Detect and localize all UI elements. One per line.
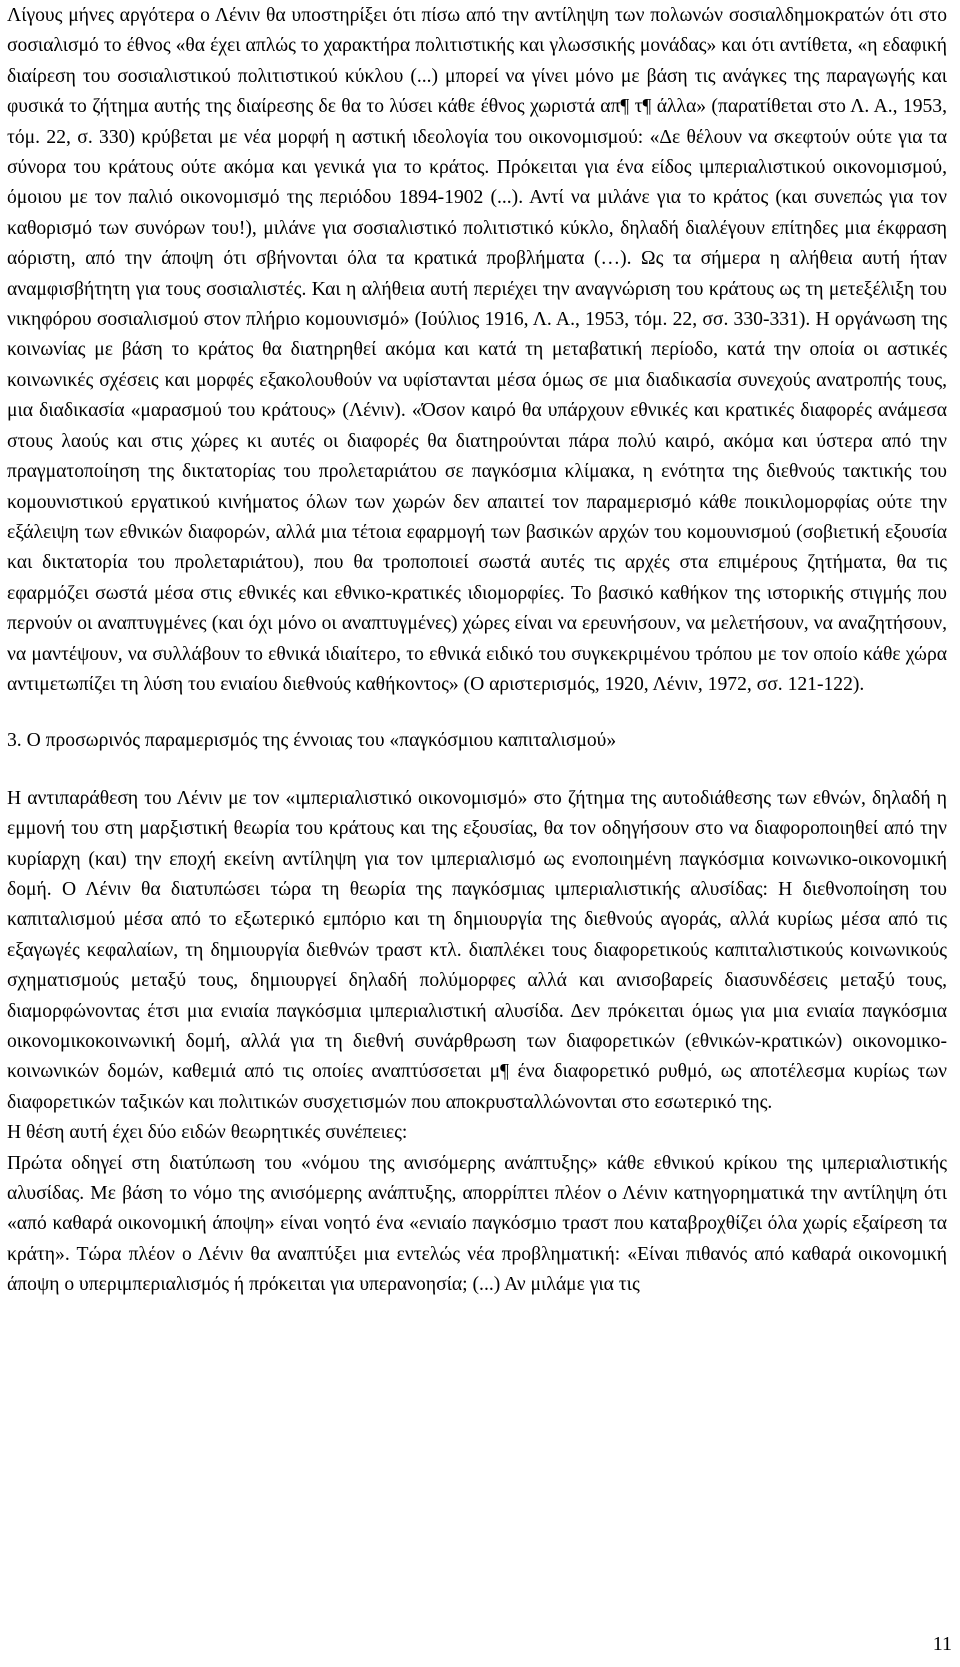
page-number: 11 [932,1633,952,1655]
body-paragraph-lenin-state: Λίγους μήνες αργότερα ο Λένιν θα υποστηρίξει ότι πίσω από την αντίληψη των πολωνών σοσιαλδημοκρατών ότι στο σοσιαλισμό το έθνος «θα έχει απλώς το χαρακτήρα πολιτιστικής και γλωσσικής μονάδας» και ότι αντίθετα, «η εδαφική διαίρεση του σοσιαλιστικού πολιτιστικού κύκλου (...) μπορεί να γίνει μόνο με βάση τις ανάγκες της παραγωγής και φυσικά το ζήτημα αυτής της διαίρεσης δε θα το λύσει κάθε έθνος χωριστά απ¶ τ¶ άλλα» (παρατίθεται στο Λ. Α., 1953, τόμ. 22, σ. 330) κρύβεται με νέα μορφή η αστική ιδεολογία του οικονομισμού: «Δε θέλουν να σκεφτούν ούτε για τα σύνορα του κράτους ούτε ακόμα και γενικά για το κράτος. Πρόκειται για ένα είδος ιμπεριαλιστικού οικονομισμού, όμοιου με τον παλιό οικονομισμό της περιόδου 1894-1902 (...). Αντί να μιλάνε για το κράτος (και συνεπώς για τον καθορισμό των συνόρων του!), μιλάνε για σοσιαλιστικό πολιτιστικό κύκλο, δηλαδή διαλέγουν επίτηδες μια έκφραση αόριστη, από την άποψη ότι σβήνονται όλα τα κρατικά προβλήματα (…). Ως τα σήμερα η αλήθεια αυτή ήταν αναμφισβήτητη για τους σοσιαλιστές. Και η αλήθεια αυτή περιέχει την αναγνώριση του κράτους ως τη μετεξέλιξη του νικηφόρου σοσιαλισμού στον πλήριο κομουνισμό» (Ιούλιος 1916, Λ. Α., 1953, τόμ. 22, σσ. 330-331). Η οργάνωση της κοινωνίας με βάση το κράτος θα διατηρηθεί ακόμα και κατά τη μεταβατική περίοδο, κατά την οποία οι αστικές κοινωνικές σχέσεις και μορφές εξακολουθούν να υφίστανται μέσα όμως σε μια διαδικασία συνεχούς ανατροπής τους, μια διαδικασία «μαρασμού του κράτους» (Λένιν). «Όσον καιρό θα υπάρχουν εθνικές και κρατικές διαφορές ανάμεσα στους λαούς και στις χώρες κι αυτές οι διαφορές θα διατηρούνται πάρα πολύ καιρό, ακόμα και ύστερα από την πραγματοποίηση της δικτατορίας του προλεταριάτου σε παγκόσμια κλίμακα, η ενότητα της διεθνούς τακτικής του κομουνιστικού εργατικού κινήματος όλων των χωρών δεν απαιτεί τον παραμερισμό κάθε ποικιλομορφίας ούτε την εξάλειψη των εθνικών διαφορών, αλλά μια τέτοια εφαρμογή των βασικών αρχών του κομουνισμού (σοβιετική εξουσία και δικτατορία του προλεταριάτου), που θα τροποποιεί σωστά αυτές τις αρχές στα επιμέρους ζητήματα, θα τις εφαρμόζει σωστά μέσα στις εθνικές και εθνικο-κρατικές ιδιομορφίες. Το βασικό καθήκον της ιστορικής στιγμής που περνούν οι αναπτυγμένες (και όχι μόνο οι αναπτυγμένες) χώρες είναι να ερευνήσουν, να μελετήσουν, να αναζητήσουν, να μαντέψουν, να συλλάβουν το εθνικά ιδιαίτερο, το εθνικά ειδικό του συγκεκριμένου τρόπου με τον οποίο κάθε χώρα αντιμετωπίζει τη λύση του ενιαίου διεθνούς καθήκοντος» (Ο αριστερισμός, 1920, Λένιν, 1972, σσ. 121-122). [7,5,947,695]
body-paragraph-imperialist-chain: Η αντιπαράθεση του Λένιν με τον «ιμπεριαλιστικό οικονομισμό» στο ζήτημα της αυτοδιάθεσης των εθνών, δηλαδή η εμμονή του στη μαρξιστική θεωρία του κράτους και της εξουσίας, θα τον οδηγήσουν στο να διαφοροποιηθεί από την κυρίαρχη (και) την εποχή εκείνη αντίληψη για τον ιμπεριαλισμό ως ενοποιημένη παγκόσμια κοινωνικο-οικονομική δομή. Ο Λένιν θα διατυπώσει τώρα τη θεωρία της παγκόσμιας ιμπεριαλιστικής αλυσίδας: Η διεθνοποίηση του καπιταλισμού μέσα από το εξωτερικό εμπόριο και τη δημιουργία της διεθνούς αγοράς, αλλά κυρίως μέσα από τις εξαγωγές κεφαλαίων, τη δημιουργία διεθνών τραστ κτλ. διαπλέκει τους διαφορετικούς καπιταλιστικούς κοινωνικούς σχηματισμούς μεταξύ τους, δημιουργεί δηλαδή πολύμορφες αλλά και ανισοβαρείς διασυνδέσεις μεταξύ τους, διαμορφώνοντας έτσι μια ενιαία παγκόσμια ιμπεριαλιστική αλυσίδα. Δεν πρόκειται όμως για μια ενιαία παγκόσμια οικονομικοκοινωνική δομή, αλλά για τη διεθνή συνάρθρωση των διαφορετικών (εθνικών-κρατικών) οικονομικο-κοινωνικών δομών, καθεμιά από τις οποίες αναπτύσσεται μ¶ ένα διαφορετικό ρυθμό, ως αποτέλεσμα κυρίως των διαφορετικών ταξικών και πολιτικών συσχετισμών που αποκρυσταλλώνονται στο εσωτερικό της. [7,787,947,1113]
body-paragraph-uneven-development: Πρώτα οδηγεί στη διατύπωση του «νόμου της ανισόμερης ανάπτυξης» κάθε εθνικού κρίκου της ιμπεριαλιστικής αλυσίδας. Με βάση το νόμο της ανισόμερης ανάπτυξης, απορρίπτει πλέον ο Λένιν κατηγορηματικά την αντίληψη ότι «από καθαρά οικονομική άποψη» είναι νοητό ένα «ενιαίο παγκόσμιο τραστ που καταβροχθίζει όλα χωρίς εξαίρεση τα κράτη». Τώρα πλέον ο Λένιν θα αναπτύξει μια εντελώς νέα προβληματική: «Είναι πιθανός από καθαρά οικονομική άποψη ο υπεριμπεριαλισμός ή πρόκειται για υπερανοησία; (...) Αν μιλάμε για τις [7,1152,947,1296]
document-page [7,0,947,1301]
section-heading: 3. Ο προσωρινός παραμερισμός της έννοιας του «παγκόσμιου καπιταλισμού» [7,730,617,752]
body-paragraph-consequences: Η θέση αυτή έχει δύο ειδών θεωρητικές συνέπειες: [7,1122,408,1144]
